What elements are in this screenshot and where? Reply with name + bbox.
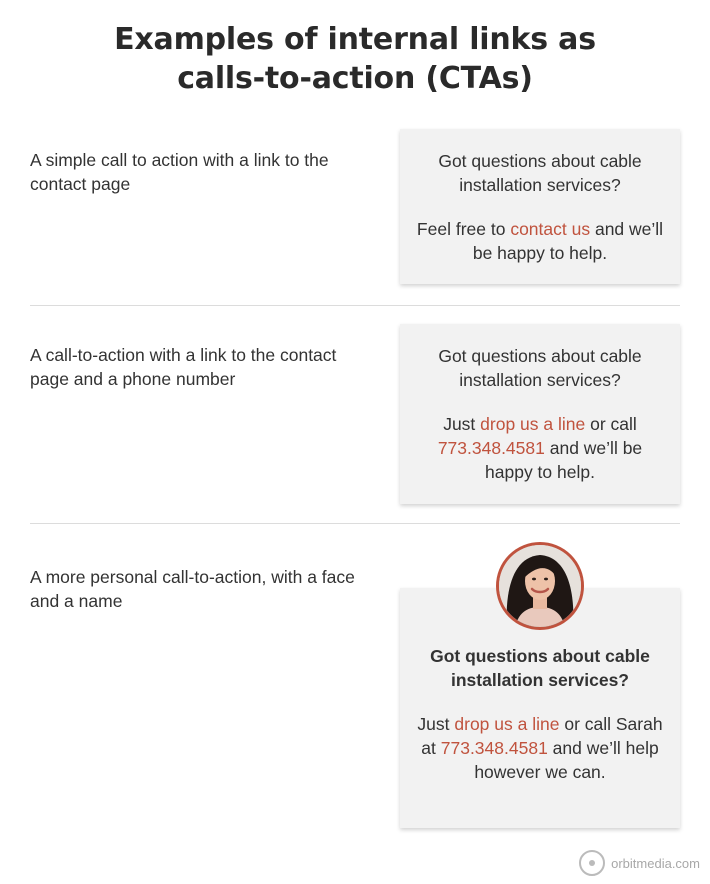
example-1-cta-card [400, 129, 680, 284]
avatar-photo [499, 545, 581, 627]
divider [30, 523, 680, 524]
cta-question: Got questions about cable installation services? [438, 346, 642, 390]
example-1-description: A simple call to action with a link to the contact page [30, 150, 329, 194]
example-2-cta-card [400, 324, 680, 504]
avatar [496, 542, 584, 630]
cta-message: Just drop us a line or call Sarah at 773.348.4581 and we’ll help however we can. [417, 714, 663, 782]
cta-question: Got questions about cable installation services? [430, 646, 650, 690]
orbitmedia-logo [579, 850, 700, 876]
example-2-description: A call-to-action with a link to the contact page and a phone number [30, 345, 337, 389]
cta-message: Feel free to contact us and we’ll be happy to help. [416, 219, 664, 263]
cta-message: Just drop us a line or call 773.348.4581 and we’ll be happy to help. [437, 414, 643, 482]
contact-us-link[interactable]: contact us [510, 219, 591, 239]
title-line-2: calls-to-action (CTAs) [177, 61, 533, 96]
cta-question: Got questions about cable installation services? [438, 151, 642, 195]
page-title [0, 20, 710, 98]
title-line-1: Examples of internal links as [114, 22, 596, 57]
phone-link[interactable]: 773.348.4581 [440, 738, 548, 758]
divider [30, 305, 680, 306]
drop-us-a-line-link[interactable]: drop us a line [480, 414, 586, 434]
example-3-description: A more personal call-to-action, with a face and a name [30, 567, 355, 611]
logo-text: orbitmedia.com [611, 855, 700, 871]
orbit-logo-icon [579, 850, 605, 876]
phone-link[interactable]: 773.348.4581 [437, 438, 545, 458]
drop-us-a-line-link[interactable]: drop us a line [454, 714, 560, 734]
